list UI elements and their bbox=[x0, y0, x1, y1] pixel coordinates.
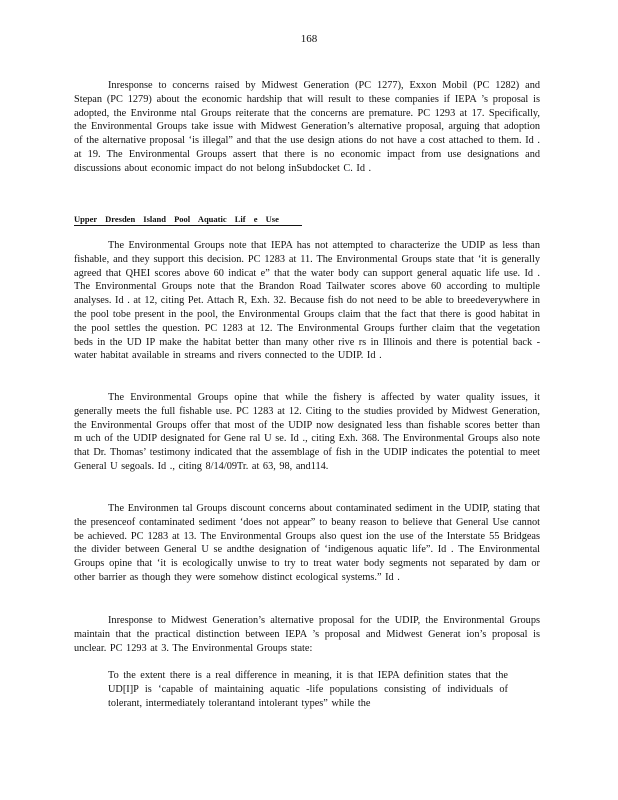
paragraph-udip-fishable: The Environmental Groups note that IEPA has not attempted to characterize the UDIP as less than fishable, and they support this decision. PC 1283 at 11. The Environmental Groups state that ‘it is generally agreed that QHEI scores above 60 indicat e” that the water body can support general aquatic life use. Id . The Environmental Groups note that the Brandon Road Tailwater scores above 60 according to multiple analyses. Id . at 12, citing Pet. Attach R, Exh. 32. Because fish do not need to be able to breedeverywhere in the pool tobe present in the pool, the Environmental Groups claim that the fact that there is good habitat in the pool settles the question. PC 1283 at 12. The Environmental Groups further claim that the vegetation beds in the UD IP make the habitat better than many other rive rs in Illinois and there is potential back - water habitat available in streams and rivers connected to the UDIP. Id . bbox=[74, 240, 540, 362]
paragraph-fishery-quality: The Environmental Groups opine that while the fishery is affected by water quality issues, it generally meets the full fishable use. PC 1283 at 12. Citing to the studies provided by Midwest Generation, the Environmental Groups offer that most of the UDIP now designated less than fishable scores better than m uch of the UDIP designated for Gene ral U se. Id ., citing Exh. 368. The Environmental Groups also note that Dr. Thomas’ testimony indicated that the assemblage of fish in the UDIP indicates the potential to meet General U segoals. Id ., citing 8/14/09Tr. at 63, 98, and114. bbox=[74, 392, 540, 472]
section-heading bbox=[74, 214, 302, 226]
paragraph-sediment: The Environmen tal Groups discount concerns about contaminated sediment in the UDIP, stating that the presenceof contaminated sediment ‘does not appear” to beany reason to believe that General Use cannot be achieved. PC 1283 at 13. The Environmental Groups also quest ion the use of the Interstate 55 Bridgeas the divider between General U se andthe designation of ‘indigenous aquatic life”. Id . The Environmental Groups opine that ‘it is ecologically unwise to try to treat water body segments not separated by dam or other barrier as though they were somehow distinct ecological systems.” Id . bbox=[74, 503, 540, 583]
page-number: 168 bbox=[300, 33, 318, 45]
heading-underline bbox=[74, 225, 302, 226]
paragraph-economic-hardship: Inresponse to concerns raised by Midwest Generation (PC 1277), Exxon Mobil (PC 1282) and Stepan (PC 1279) about the economic hardship that will result to these companies if IEPA ’s proposal is adopted, the Environme ntal Groups reiterate that the concerns are premature. PC 1293 at 17. Specifically, the Environmental Groups take issue with Midwest Generation’s alternative proposal, arguing that adoption of the alternative proposal ‘is illegal” and that the use design ations do not have a cost attached to them. Id . at 19. The Environmental Groups assert that there is no economic impact from use designations and discussions about economic impact do not belong inSubdocket C. Id . bbox=[74, 80, 540, 174]
block-quote: To the extent there is a real difference in meaning, it is that IEPA definition states that the UD[I]P is ‘capable of maintaining aquatic -life populations consisting of individuals of tolerant, intermediately tolerantand intolerant types” while the bbox=[108, 670, 508, 709]
paragraph-practical-distinction: Inresponse to Midwest Generation’s alternative proposal for the UDIP, the Environmental Groups maintain that the practical distinction between IEPA ’s proposal and Midwest Generat ion’s proposal is unclear. PC 1293 at 3. The Environmental Groups state: bbox=[74, 615, 540, 654]
section-heading-text: Upper Dresden Island Pool Aquatic Lif e Use bbox=[74, 214, 279, 224]
